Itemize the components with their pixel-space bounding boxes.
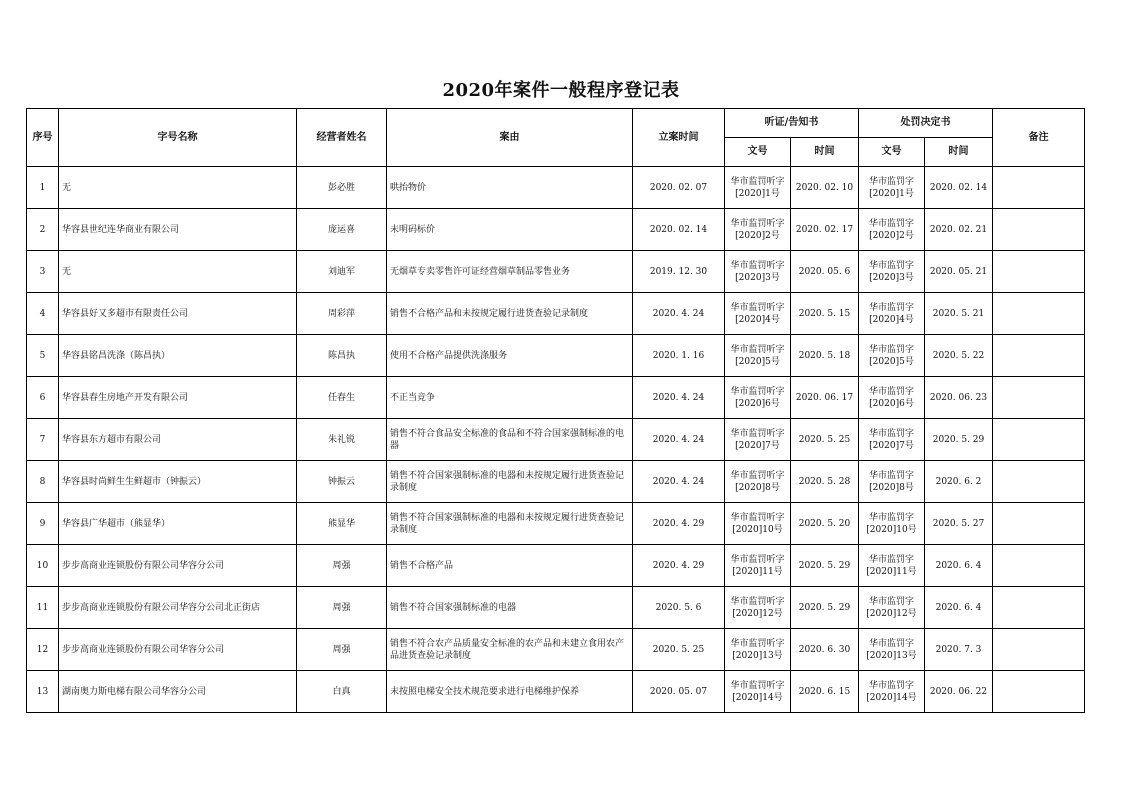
cell-penalty-doc-no [859, 545, 925, 587]
cell-cause: 使用不合格产品提供洗涤服务 [387, 335, 633, 377]
cell-hearing-doc-no [725, 251, 791, 293]
doc-no-prefix: 华市监罚字 [868, 596, 914, 607]
cell-penalty-time: 2020. 06. 23 [925, 377, 993, 419]
cell-seq: 4 [27, 293, 59, 335]
doc-no-prefix: 华市监罚字 [868, 386, 914, 397]
cell-filing-date: 2020. 1. 16 [633, 335, 725, 377]
cell-cause: 销售不符合国家强制标准的电器 [387, 587, 633, 629]
cell-operator: 任春生 [297, 377, 387, 419]
cell-hearing-doc-no [725, 335, 791, 377]
cell-operator: 庞运喜 [297, 209, 387, 251]
cell-remark [993, 545, 1085, 587]
cell-name: 华容县好又多超市有限责任公司 [59, 293, 297, 335]
doc-no-number: [2020]1号 [869, 188, 914, 199]
cell-penalty-time: 2020. 06. 22 [925, 671, 993, 713]
doc-no-number: [2020]2号 [869, 230, 914, 241]
cell-filing-date: 2019. 12. 30 [633, 251, 725, 293]
doc-no-number: [2020]5号 [869, 356, 914, 367]
cell-filing-date: 2020. 4. 24 [633, 461, 725, 503]
cell-cause: 销售不符合食品安全标准的食品和不符合国家强制标准的电器 [387, 419, 633, 461]
cell-operator: 白真 [297, 671, 387, 713]
table-body [27, 167, 1085, 713]
doc-no-prefix: 华市监罚听字 [730, 344, 785, 355]
table-row [27, 209, 1085, 251]
cell-operator: 周强 [297, 587, 387, 629]
cell-filing-date: 2020. 4. 29 [633, 545, 725, 587]
cell-seq: 10 [27, 545, 59, 587]
cell-penalty-doc-no [859, 419, 925, 461]
table-row [27, 503, 1085, 545]
header-name: 字号名称 [59, 109, 297, 167]
cell-penalty-doc-no [859, 377, 925, 419]
cell-hearing-time: 2020. 5. 29 [791, 545, 859, 587]
table-row [27, 587, 1085, 629]
doc-no-number: [2020]3号 [735, 272, 780, 283]
cell-seq: 2 [27, 209, 59, 251]
cell-seq: 9 [27, 503, 59, 545]
cell-hearing-time: 2020. 6. 15 [791, 671, 859, 713]
cell-hearing-time: 2020. 5. 18 [791, 335, 859, 377]
doc-no-number: [2020]7号 [735, 440, 780, 451]
cell-filing-date: 2020. 4. 24 [633, 293, 725, 335]
doc-no-prefix: 华市监罚字 [868, 512, 914, 523]
cell-hearing-doc-no [725, 629, 791, 671]
table-row [27, 545, 1085, 587]
cell-hearing-doc-no [725, 503, 791, 545]
cell-hearing-time: 2020. 5. 25 [791, 419, 859, 461]
cell-filing-date: 2020. 5. 6 [633, 587, 725, 629]
cell-name: 无 [59, 167, 297, 209]
cell-operator: 钟振云 [297, 461, 387, 503]
doc-no-number: [2020]11号 [732, 566, 783, 577]
doc-no-number: [2020]7号 [869, 440, 914, 451]
header-operator: 经营者姓名 [297, 109, 387, 167]
doc-no-prefix: 华市监罚听字 [730, 554, 785, 565]
doc-no-prefix: 华市监罚听字 [730, 260, 785, 271]
doc-no-number: [2020]10号 [732, 524, 783, 535]
doc-no-number: [2020]12号 [866, 608, 917, 619]
cell-remark [993, 671, 1085, 713]
doc-no-prefix: 华市监罚字 [868, 428, 914, 439]
doc-no-number: [2020]2号 [735, 230, 780, 241]
cell-penalty-time: 2020. 6. 4 [925, 587, 993, 629]
page-title: 2020年案件一般程序登记表 [442, 80, 680, 101]
cell-hearing-time: 2020. 5. 20 [791, 503, 859, 545]
header-penalty-doc-no: 文号 [859, 138, 925, 167]
cell-remark [993, 251, 1085, 293]
table-row [27, 671, 1085, 713]
cell-penalty-doc-no [859, 167, 925, 209]
cell-filing-date: 2020. 02. 14 [633, 209, 725, 251]
cell-name: 步步高商业连锁股份有限公司华容分公司 [59, 629, 297, 671]
cell-hearing-time: 2020. 02. 17 [791, 209, 859, 251]
doc-no-prefix: 华市监罚字 [868, 554, 914, 565]
doc-no-number: [2020]3号 [869, 272, 914, 283]
cell-seq: 13 [27, 671, 59, 713]
doc-no-number: [2020]13号 [866, 650, 917, 661]
doc-no-prefix: 华市监罚听字 [730, 176, 785, 187]
cell-hearing-doc-no [725, 209, 791, 251]
table-row [27, 167, 1085, 209]
header-seq: 序号 [27, 109, 59, 167]
cell-operator: 周强 [297, 545, 387, 587]
cell-hearing-doc-no [725, 461, 791, 503]
cell-hearing-doc-no [725, 377, 791, 419]
doc-no-number: [2020]1号 [735, 188, 780, 199]
cell-operator: 刘迪军 [297, 251, 387, 293]
doc-no-prefix: 华市监罚字 [868, 344, 914, 355]
doc-no-prefix: 华市监罚听字 [730, 512, 785, 523]
doc-no-prefix: 华市监罚字 [868, 638, 914, 649]
cell-filing-date: 2020. 4. 29 [633, 503, 725, 545]
doc-no-prefix: 华市监罚听字 [730, 386, 785, 397]
cell-penalty-doc-no [859, 629, 925, 671]
table-row [27, 293, 1085, 335]
doc-no-number: [2020]6号 [735, 398, 780, 409]
doc-no-prefix: 华市监罚字 [868, 680, 914, 691]
table-row [27, 629, 1085, 671]
cell-filing-date: 2020. 05. 07 [633, 671, 725, 713]
cell-filing-date: 2020. 4. 24 [633, 377, 725, 419]
cell-filing-date: 2020. 4. 24 [633, 419, 725, 461]
cell-cause: 销售不符合国家强制标准的电器和未按规定履行进货查验记录制度 [387, 461, 633, 503]
cell-penalty-time: 2020. 5. 21 [925, 293, 993, 335]
doc-no-number: [2020]8号 [735, 482, 780, 493]
cell-seq: 12 [27, 629, 59, 671]
cell-remark [993, 209, 1085, 251]
cell-name: 华容县春生房地产开发有限公司 [59, 377, 297, 419]
doc-no-number: [2020]5号 [735, 356, 780, 367]
table-row [27, 251, 1085, 293]
cell-penalty-time: 2020. 5. 27 [925, 503, 993, 545]
cell-hearing-time: 2020. 02. 10 [791, 167, 859, 209]
cell-cause: 销售不符合农产品质量安全标准的农产品和未建立食用农产品进货查验记录制度 [387, 629, 633, 671]
cell-seq: 11 [27, 587, 59, 629]
cell-name: 步步高商业连锁股份有限公司华容分公司 [59, 545, 297, 587]
cell-penalty-doc-no [859, 335, 925, 377]
doc-no-prefix: 华市监罚听字 [730, 470, 785, 481]
cell-seq: 7 [27, 419, 59, 461]
cell-penalty-doc-no [859, 251, 925, 293]
cell-penalty-time: 2020. 05. 21 [925, 251, 993, 293]
header-hearing-notice: 听证/告知书 [725, 109, 859, 138]
cell-penalty-doc-no [859, 503, 925, 545]
doc-no-number: [2020]14号 [732, 692, 783, 703]
header-hearing-doc-no: 文号 [725, 138, 791, 167]
doc-no-prefix: 华市监罚字 [868, 302, 914, 313]
header-remark: 备注 [993, 109, 1085, 167]
doc-no-number: [2020]14号 [866, 692, 917, 703]
cell-penalty-doc-no [859, 587, 925, 629]
cell-penalty-time: 2020. 02. 14 [925, 167, 993, 209]
header-penalty-decision: 处罚决定书 [859, 109, 993, 138]
cell-penalty-doc-no [859, 671, 925, 713]
header-hearing-time: 时间 [791, 138, 859, 167]
cell-penalty-time: 2020. 5. 29 [925, 419, 993, 461]
cell-remark [993, 629, 1085, 671]
doc-no-prefix: 华市监罚听字 [730, 680, 785, 691]
cell-cause: 销售不合格产品 [387, 545, 633, 587]
doc-no-prefix: 华市监罚听字 [730, 428, 785, 439]
cell-remark [993, 293, 1085, 335]
doc-no-number: [2020]6号 [869, 398, 914, 409]
cell-operator: 周强 [297, 629, 387, 671]
cell-hearing-doc-no [725, 167, 791, 209]
cell-seq: 3 [27, 251, 59, 293]
cell-penalty-doc-no [859, 293, 925, 335]
cell-hearing-doc-no [725, 293, 791, 335]
doc-no-number: [2020]12号 [732, 608, 783, 619]
cell-cause: 哄抬物价 [387, 167, 633, 209]
cell-penalty-time: 2020. 02. 21 [925, 209, 993, 251]
cell-name: 华容县东方超市有限公司 [59, 419, 297, 461]
cell-penalty-time: 2020. 5. 22 [925, 335, 993, 377]
cell-seq: 5 [27, 335, 59, 377]
cell-cause: 未按照电梯安全技术规范要求进行电梯维护保养 [387, 671, 633, 713]
cell-hearing-time: 2020. 05. 6 [791, 251, 859, 293]
cell-remark [993, 419, 1085, 461]
cell-filing-date: 2020. 02. 07 [633, 167, 725, 209]
cell-operator: 陈昌执 [297, 335, 387, 377]
cell-cause: 无烟草专卖零售许可证经营烟草制品零售业务 [387, 251, 633, 293]
doc-no-prefix: 华市监罚字 [868, 470, 914, 481]
cell-hearing-doc-no [725, 419, 791, 461]
doc-no-number: [2020]10号 [866, 524, 917, 535]
cell-operator: 朱礼锐 [297, 419, 387, 461]
cell-name: 步步高商业连锁股份有限公司华容分公司北正街店 [59, 587, 297, 629]
cell-name: 华容县铭昌洗涤（陈昌执） [59, 335, 297, 377]
cell-operator: 熊显华 [297, 503, 387, 545]
doc-no-prefix: 华市监罚字 [868, 260, 914, 271]
cell-name: 华容县广华超市（熊显华） [59, 503, 297, 545]
header-cause: 案由 [387, 109, 633, 167]
cell-name: 无 [59, 251, 297, 293]
cell-hearing-time: 2020. 6. 30 [791, 629, 859, 671]
cell-penalty-doc-no [859, 209, 925, 251]
cell-penalty-time: 2020. 6. 2 [925, 461, 993, 503]
doc-no-prefix: 华市监罚听字 [730, 638, 785, 649]
cell-hearing-time: 2020. 5. 29 [791, 587, 859, 629]
cell-operator: 彭必胜 [297, 167, 387, 209]
cell-hearing-doc-no [725, 587, 791, 629]
register-table [26, 108, 1085, 713]
cell-filing-date: 2020. 5. 25 [633, 629, 725, 671]
cell-remark [993, 461, 1085, 503]
cell-operator: 周彩萍 [297, 293, 387, 335]
cell-hearing-doc-no [725, 545, 791, 587]
doc-no-number: [2020]4号 [869, 314, 914, 325]
doc-no-prefix: 华市监罚听字 [730, 596, 785, 607]
cell-hearing-time: 2020. 06. 17 [791, 377, 859, 419]
cell-cause: 销售不符合国家强制标准的电器和未按规定履行进货查验记录制度 [387, 503, 633, 545]
doc-no-prefix: 华市监罚字 [868, 218, 914, 229]
doc-no-prefix: 华市监罚字 [868, 176, 914, 187]
header-filing-date: 立案时间 [633, 109, 725, 167]
cell-hearing-doc-no [725, 671, 791, 713]
cell-remark [993, 167, 1085, 209]
cell-remark [993, 377, 1085, 419]
doc-no-number: [2020]11号 [866, 566, 917, 577]
cell-cause: 未明码标价 [387, 209, 633, 251]
cell-remark [993, 503, 1085, 545]
cell-name: 华容县时尚鲜生生鲜超市（钟振云） [59, 461, 297, 503]
doc-no-number: [2020]4号 [735, 314, 780, 325]
cell-remark [993, 335, 1085, 377]
cell-penalty-doc-no [859, 461, 925, 503]
cell-cause: 不正当竞争 [387, 377, 633, 419]
doc-no-prefix: 华市监罚听字 [730, 302, 785, 313]
cell-hearing-time: 2020. 5. 15 [791, 293, 859, 335]
cell-seq: 1 [27, 167, 59, 209]
doc-no-prefix: 华市监罚听字 [730, 218, 785, 229]
cell-remark [993, 587, 1085, 629]
doc-no-number: [2020]13号 [732, 650, 783, 661]
cell-name: 华容县世纪连华商业有限公司 [59, 209, 297, 251]
cell-cause: 销售不合格产品和未按规定履行进货查验记录制度 [387, 293, 633, 335]
table-row [27, 335, 1085, 377]
cell-penalty-time: 2020. 6. 4 [925, 545, 993, 587]
table-row [27, 461, 1085, 503]
header-penalty-time: 时间 [925, 138, 993, 167]
table-row [27, 419, 1085, 461]
cell-seq: 8 [27, 461, 59, 503]
cell-seq: 6 [27, 377, 59, 419]
cell-name: 湖南奥力斯电梯有限公司华容分公司 [59, 671, 297, 713]
cell-penalty-time: 2020. 7. 3 [925, 629, 993, 671]
cell-hearing-time: 2020. 5. 28 [791, 461, 859, 503]
table-row [27, 377, 1085, 419]
doc-no-number: [2020]8号 [869, 482, 914, 493]
